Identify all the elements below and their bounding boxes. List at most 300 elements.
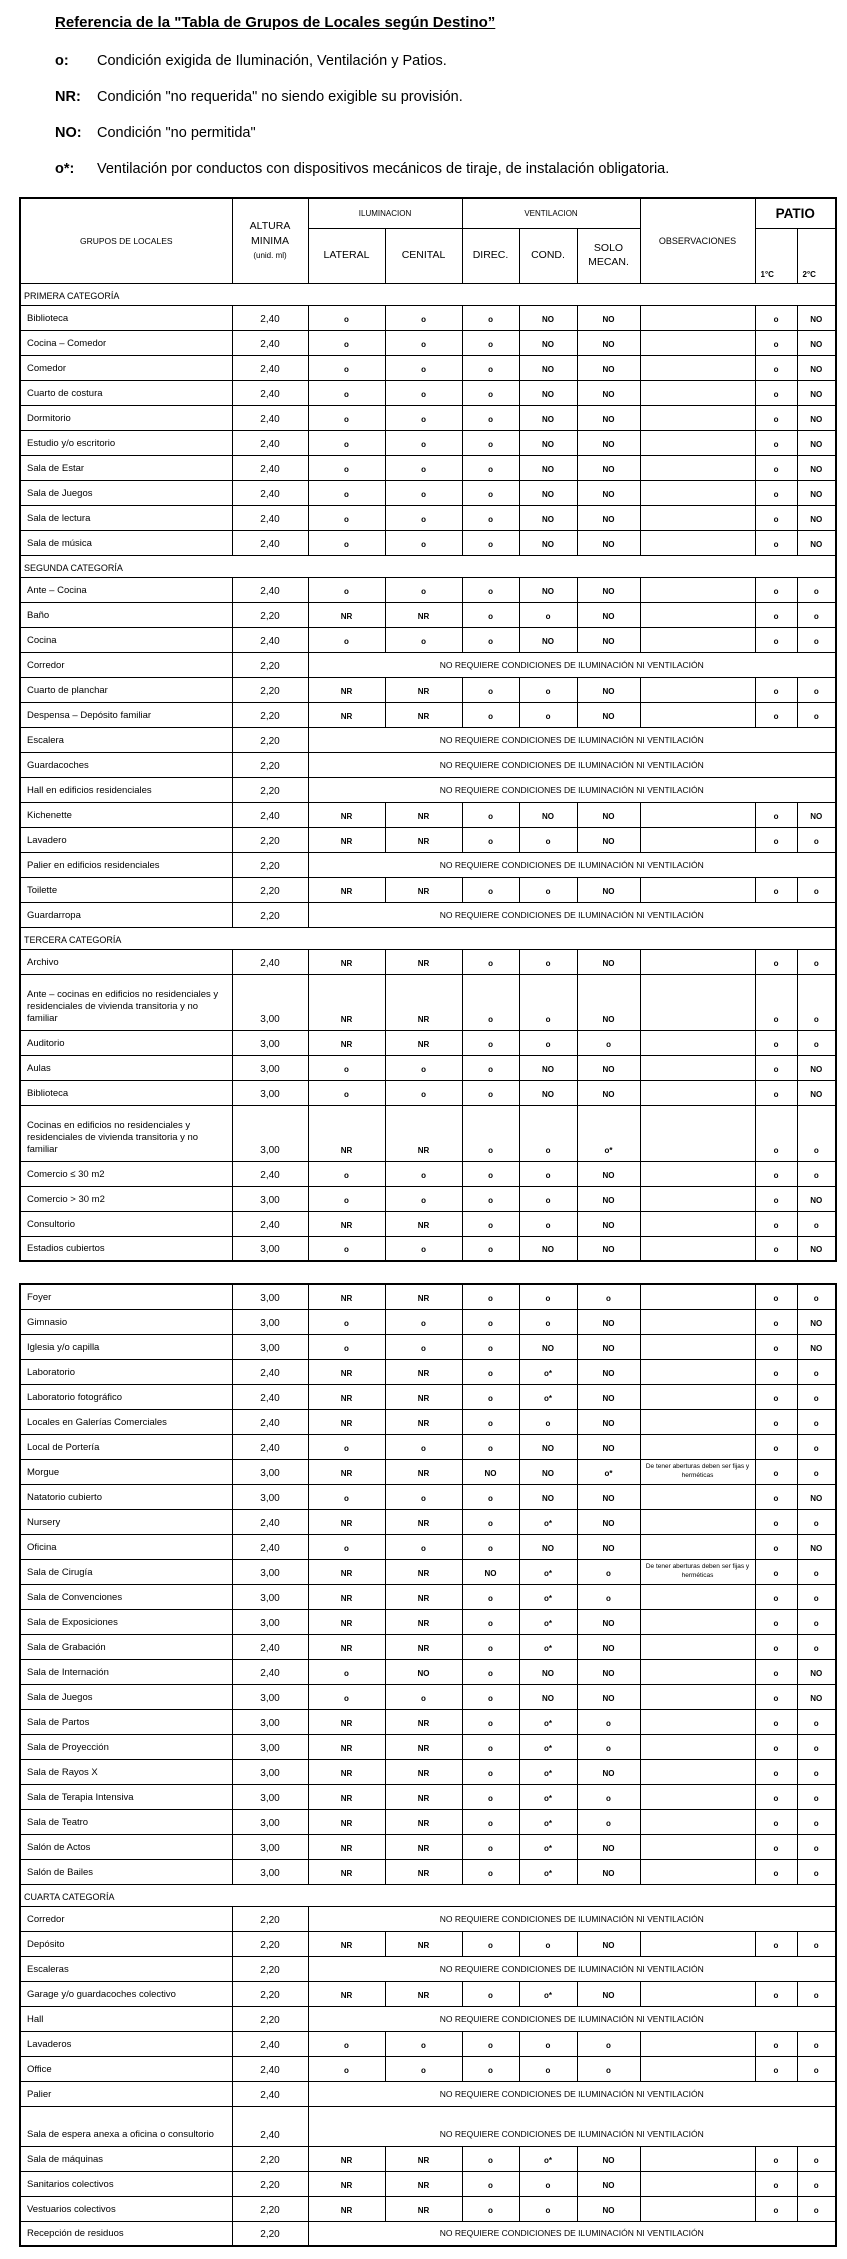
- local-name: Sala de Exposiciones: [20, 1609, 232, 1634]
- cond-cell: NO: [519, 405, 577, 430]
- table-header: [20, 198, 836, 283]
- local-name: Hall en edificios residenciales: [20, 777, 232, 802]
- solo-mecan-cell: o: [577, 1734, 640, 1759]
- patio-2c-cell: o: [797, 827, 836, 852]
- local-name: Sala de Terapia Intensiva: [20, 1784, 232, 1809]
- solo-mecan-cell: NO: [577, 1931, 640, 1956]
- patio-1c-cell: o: [755, 2171, 797, 2196]
- observaciones-cell: [640, 2056, 755, 2081]
- table-row: [20, 1956, 836, 1981]
- observaciones-cell: [640, 702, 755, 727]
- local-name: Sala de máquinas: [20, 2146, 232, 2171]
- cenital-cell: NR: [385, 1359, 462, 1384]
- cenital-cell: NR: [385, 1459, 462, 1484]
- patio-2c-cell: o: [797, 602, 836, 627]
- lateral-cell: o: [308, 2031, 385, 2056]
- cond-cell: o*: [519, 1509, 577, 1534]
- patio-1c-cell: o: [755, 627, 797, 652]
- local-name: Sala de Juegos: [20, 1684, 232, 1709]
- cenital-cell: o: [385, 355, 462, 380]
- patio-1c-cell: o: [755, 1509, 797, 1534]
- solo-mecan-cell: NO: [577, 1859, 640, 1884]
- patio-1c-cell: o: [755, 1484, 797, 1509]
- local-name: Cocina – Comedor: [20, 330, 232, 355]
- patio-2c-cell: NO: [797, 1080, 836, 1105]
- table-row: [20, 1384, 836, 1409]
- cenital-cell: NR: [385, 677, 462, 702]
- cond-cell: o: [519, 877, 577, 902]
- patio-1c-cell: o: [755, 1236, 797, 1261]
- patio-1c-cell: o: [755, 602, 797, 627]
- col-header-observaciones: OBSERVACIONES: [640, 198, 755, 283]
- cenital-cell: NR: [385, 1759, 462, 1784]
- cond-cell: NO: [519, 1459, 577, 1484]
- cenital-cell: o: [385, 1334, 462, 1359]
- solo-mecan-cell: NO: [577, 1186, 640, 1211]
- patio-1c-cell: o: [755, 530, 797, 555]
- observaciones-cell: [640, 405, 755, 430]
- solo-mecan-cell: NO: [577, 627, 640, 652]
- lateral-cell: NR: [308, 949, 385, 974]
- table-row: [20, 949, 836, 974]
- altura-minima-value: 2,40: [232, 1509, 308, 1534]
- cenital-cell: NR: [385, 802, 462, 827]
- patio-2c-cell: o: [797, 1759, 836, 1784]
- direc-cell: o: [462, 405, 519, 430]
- table-row: [20, 877, 836, 902]
- observaciones-cell: [640, 974, 755, 1030]
- direc-cell: o: [462, 1384, 519, 1409]
- patio-2c-cell: o: [797, 1509, 836, 1534]
- local-name: Comercio > 30 m2: [20, 1186, 232, 1211]
- local-name: Hall: [20, 2006, 232, 2031]
- local-name: Lavadero: [20, 827, 232, 852]
- observaciones-cell: [640, 305, 755, 330]
- patio-2c-cell: o: [797, 1434, 836, 1459]
- altura-minima-value: 2,40: [232, 430, 308, 455]
- cond-cell: NO: [519, 480, 577, 505]
- patio-2c-cell: o: [797, 1609, 836, 1634]
- cond-cell: o: [519, 2196, 577, 2221]
- table-row: [20, 1484, 836, 1509]
- direc-cell: o: [462, 1309, 519, 1334]
- cond-cell: o: [519, 2056, 577, 2081]
- cond-cell: o*: [519, 1784, 577, 1809]
- lateral-cell: NR: [308, 702, 385, 727]
- altura-minima-value: 2,20: [232, 602, 308, 627]
- cenital-cell: NR: [385, 1809, 462, 1834]
- solo-mecan-cell: NO: [577, 355, 640, 380]
- patio-1c-cell: o: [755, 1809, 797, 1834]
- observaciones-cell: [640, 1080, 755, 1105]
- table-row: [20, 777, 836, 802]
- direc-cell: o: [462, 1809, 519, 1834]
- local-name: Sala de Proyección: [20, 1734, 232, 1759]
- solo-mecan-cell: NO: [577, 1055, 640, 1080]
- local-name: Palier en edificios residenciales: [20, 852, 232, 877]
- solo-mecan-cell: NO: [577, 1659, 640, 1684]
- legend-item-o: [55, 53, 847, 69]
- patio-2c-cell: NO: [797, 1309, 836, 1334]
- local-name: Gimnasio: [20, 1309, 232, 1334]
- cenital-cell: o: [385, 1484, 462, 1509]
- altura-minima-value: 2,20: [232, 727, 308, 752]
- local-name: Biblioteca: [20, 1080, 232, 1105]
- cond-cell: o: [519, 1284, 577, 1309]
- lateral-cell: NR: [308, 1634, 385, 1659]
- observaciones-cell: [640, 1284, 755, 1309]
- cond-cell: NO: [519, 380, 577, 405]
- patio-2c-cell: o: [797, 1584, 836, 1609]
- altura-minima-value: 2,40: [232, 949, 308, 974]
- lateral-cell: o: [308, 305, 385, 330]
- direc-cell: o: [462, 1211, 519, 1236]
- cenital-cell: NR: [385, 1384, 462, 1409]
- altura-minima-value: 3,00: [232, 974, 308, 1030]
- altura-minima-value: 2,40: [232, 577, 308, 602]
- altura-minima-value: 3,00: [232, 1484, 308, 1509]
- lateral-cell: o: [308, 1055, 385, 1080]
- table-row: [20, 727, 836, 752]
- altura-minima-value: 2,20: [232, 2196, 308, 2221]
- local-name: Natatorio cubierto: [20, 1484, 232, 1509]
- lateral-cell: NR: [308, 1734, 385, 1759]
- cenital-cell: o: [385, 2031, 462, 2056]
- altura-minima-value: 2,40: [232, 1659, 308, 1684]
- table-row: [20, 2006, 836, 2031]
- observaciones-cell: [640, 1534, 755, 1559]
- table-row: [20, 2196, 836, 2221]
- table-row: [20, 1734, 836, 1759]
- patio-1c-cell: o: [755, 1055, 797, 1080]
- lateral-cell: o: [308, 1334, 385, 1359]
- patio-2c-cell: o: [797, 1384, 836, 1409]
- cond-cell: NO: [519, 1236, 577, 1261]
- patio-1c-cell: o: [755, 1186, 797, 1211]
- patio-2c-cell: o: [797, 1931, 836, 1956]
- direc-cell: o: [462, 2031, 519, 2056]
- no-requiere-cell: NO REQUIERE CONDICIONES DE ILUMINACIÓN NI VENTILACIÓN: [308, 1956, 836, 1981]
- table-row: [20, 1105, 836, 1161]
- patio-1c-cell: o: [755, 2056, 797, 2081]
- altura-minima-value: 2,20: [232, 902, 308, 927]
- patio-2c-cell: o: [797, 1809, 836, 1834]
- local-name: Ante – cocinas en edificios no residenciales y residenciales de vivienda transitoria y no familiar: [20, 974, 232, 1030]
- direc-cell: o: [462, 1759, 519, 1784]
- observaciones-cell: [640, 1509, 755, 1534]
- cenital-cell: o: [385, 577, 462, 602]
- lateral-cell: NR: [308, 1981, 385, 2006]
- col-header-cond: COND.: [519, 228, 577, 283]
- lateral-cell: o: [308, 1684, 385, 1709]
- solo-mecan-cell: NO: [577, 1409, 640, 1434]
- table-row: [20, 1359, 836, 1384]
- locales-table-block-1: [19, 197, 837, 1262]
- solo-mecan-cell: NO: [577, 305, 640, 330]
- cond-cell: o*: [519, 1359, 577, 1384]
- altura-minima-value: 2,40: [232, 802, 308, 827]
- patio-2c-cell: o: [797, 2146, 836, 2171]
- solo-mecan-cell: o: [577, 1559, 640, 1584]
- patio-2c-cell: NO: [797, 305, 836, 330]
- patio-1c-cell: o: [755, 877, 797, 902]
- cenital-cell: NR: [385, 2171, 462, 2196]
- observaciones-cell: [640, 1186, 755, 1211]
- cond-cell: o: [519, 2171, 577, 2196]
- cond-cell: o*: [519, 1609, 577, 1634]
- altura-minima-value: 2,40: [232, 380, 308, 405]
- direc-cell: o: [462, 1659, 519, 1684]
- lateral-cell: o: [308, 330, 385, 355]
- patio-1c-cell: o: [755, 1709, 797, 1734]
- observaciones-cell: [640, 1359, 755, 1384]
- altura-minima-value: 3,00: [232, 1609, 308, 1634]
- local-name: Recepción de residuos: [20, 2221, 232, 2246]
- cond-cell: o: [519, 702, 577, 727]
- patio-1c-cell: o: [755, 1734, 797, 1759]
- cenital-cell: NR: [385, 1709, 462, 1734]
- table-row: [20, 752, 836, 777]
- legend-item-o-star: [55, 161, 847, 177]
- cond-cell: NO: [519, 1659, 577, 1684]
- cenital-cell: o: [385, 530, 462, 555]
- patio-2c-cell: NO: [797, 1055, 836, 1080]
- cenital-cell: NR: [385, 1559, 462, 1584]
- altura-minima-value: 3,00: [232, 1784, 308, 1809]
- cenital-cell: o: [385, 380, 462, 405]
- local-name: Corredor: [20, 1906, 232, 1931]
- cond-cell: o: [519, 1186, 577, 1211]
- cond-cell: o: [519, 677, 577, 702]
- table-row: [20, 677, 836, 702]
- solo-mecan-cell: o: [577, 2056, 640, 2081]
- observaciones-cell: De tener aberturas deben ser fijas y herméticas: [640, 1559, 755, 1584]
- lateral-cell: NR: [308, 1105, 385, 1161]
- direc-cell: o: [462, 1509, 519, 1534]
- cenital-cell: NR: [385, 1784, 462, 1809]
- cond-cell: o: [519, 602, 577, 627]
- local-name: Comercio ≤ 30 m2: [20, 1161, 232, 1186]
- local-name: Escalera: [20, 727, 232, 752]
- observaciones-cell: [640, 480, 755, 505]
- local-name: Estudio y/o escritorio: [20, 430, 232, 455]
- solo-mecan-cell: o*: [577, 1459, 640, 1484]
- lateral-cell: NR: [308, 1784, 385, 1809]
- cond-cell: o: [519, 1211, 577, 1236]
- direc-cell: o: [462, 1409, 519, 1434]
- direc-cell: o: [462, 1931, 519, 1956]
- direc-cell: o: [462, 627, 519, 652]
- patio-2c-cell: o: [797, 1284, 836, 1309]
- lateral-cell: NR: [308, 1859, 385, 1884]
- altura-minima-value: 3,00: [232, 1709, 308, 1734]
- table-row: [20, 380, 836, 405]
- local-name: Cocina: [20, 627, 232, 652]
- direc-cell: o: [462, 330, 519, 355]
- patio-2c-cell: o: [797, 702, 836, 727]
- direc-cell: o: [462, 827, 519, 852]
- patio-1c-cell: o: [755, 1284, 797, 1309]
- table-row: [20, 1759, 836, 1784]
- altura-minima-value: 2,40: [232, 330, 308, 355]
- patio-2c-cell: NO: [797, 1484, 836, 1509]
- category-row: [20, 283, 836, 305]
- local-name: Sala de Estar: [20, 455, 232, 480]
- observaciones-cell: [640, 627, 755, 652]
- altura-minima-value: 2,40: [232, 405, 308, 430]
- patio-1c-cell: o: [755, 1161, 797, 1186]
- patio-2c-cell: o: [797, 1981, 836, 2006]
- direc-cell: o: [462, 1734, 519, 1759]
- patio-2c-cell: o: [797, 2031, 836, 2056]
- patio-1c-cell: o: [755, 1931, 797, 1956]
- altura-minima-value: 2,40: [232, 530, 308, 555]
- local-name: Sala de Rayos X: [20, 1759, 232, 1784]
- patio-2c-cell: o: [797, 1459, 836, 1484]
- no-requiere-cell: NO REQUIERE CONDICIONES DE ILUMINACIÓN NI VENTILACIÓN: [308, 652, 836, 677]
- altura-line1: ALTURA: [249, 220, 291, 233]
- patio-1c-cell: o: [755, 1030, 797, 1055]
- observaciones-cell: [640, 355, 755, 380]
- lateral-cell: o: [308, 2056, 385, 2081]
- cond-cell: o: [519, 1161, 577, 1186]
- altura-minima-value: 3,00: [232, 1809, 308, 1834]
- patio-2c-cell: NO: [797, 1534, 836, 1559]
- table-row: [20, 1030, 836, 1055]
- cond-cell: NO: [519, 355, 577, 380]
- direc-cell: o: [462, 1055, 519, 1080]
- observaciones-cell: [640, 1334, 755, 1359]
- patio-2c-cell: NO: [797, 480, 836, 505]
- table-row: [20, 1284, 836, 1309]
- patio-2c-cell: o: [797, 1709, 836, 1734]
- table-row: [20, 1534, 836, 1559]
- table-row: [20, 1559, 836, 1584]
- table-row: [20, 1309, 836, 1334]
- direc-cell: o: [462, 480, 519, 505]
- patio-1c-cell: o: [755, 1459, 797, 1484]
- col-group-iluminacion: ILUMINACION: [308, 198, 462, 228]
- altura-minima-value: 3,00: [232, 1105, 308, 1161]
- lateral-cell: o: [308, 1534, 385, 1559]
- solo-mecan-cell: NO: [577, 1981, 640, 2006]
- observaciones-cell: [640, 1484, 755, 1509]
- patio-1c-cell: o: [755, 949, 797, 974]
- observaciones-cell: [640, 1384, 755, 1409]
- altura-minima-value: 3,00: [232, 1859, 308, 1884]
- cenital-cell: NR: [385, 602, 462, 627]
- cenital-cell: NR: [385, 827, 462, 852]
- local-name: Kichenette: [20, 802, 232, 827]
- table-row: [20, 1809, 836, 1834]
- no-requiere-cell: NO REQUIERE CONDICIONES DE ILUMINACIÓN NI VENTILACIÓN: [308, 752, 836, 777]
- legend-item-no: [55, 125, 847, 141]
- direc-cell: o: [462, 1709, 519, 1734]
- cenital-cell: NR: [385, 1834, 462, 1859]
- altura-minima-value: 2,20: [232, 1931, 308, 1956]
- altura-minima-value: 2,20: [232, 852, 308, 877]
- patio-1c-cell: o: [755, 355, 797, 380]
- cenital-cell: NR: [385, 949, 462, 974]
- patio-1c-cell: o: [755, 1559, 797, 1584]
- altura-minima-value: 3,00: [232, 1284, 308, 1309]
- cenital-cell: NR: [385, 877, 462, 902]
- solo-mecan-cell: NO: [577, 1384, 640, 1409]
- cenital-cell: NR: [385, 1030, 462, 1055]
- local-name: Laboratorio: [20, 1359, 232, 1384]
- cond-cell: o*: [519, 1634, 577, 1659]
- legend-key: o*:: [55, 161, 75, 177]
- cond-cell: NO: [519, 430, 577, 455]
- solo-mecan-cell: NO: [577, 1484, 640, 1509]
- lateral-cell: NR: [308, 1809, 385, 1834]
- lateral-cell: NR: [308, 1609, 385, 1634]
- direc-cell: o: [462, 1105, 519, 1161]
- lateral-cell: o: [308, 1484, 385, 1509]
- table-row: [20, 1906, 836, 1931]
- altura-minima-value: 2,40: [232, 1409, 308, 1434]
- local-name: Sala de Partos: [20, 1709, 232, 1734]
- category-label: SEGUNDA CATEGORÍA: [20, 555, 836, 577]
- no-requiere-cell: NO REQUIERE CONDICIONES DE ILUMINACIÓN NI VENTILACIÓN: [308, 777, 836, 802]
- col-group-ventilacion: VENTILACION: [462, 198, 640, 228]
- cenital-cell: o: [385, 1309, 462, 1334]
- category-row: [20, 555, 836, 577]
- altura-minima-value: 3,00: [232, 1334, 308, 1359]
- cenital-cell: NR: [385, 1981, 462, 2006]
- table-row: [20, 2081, 836, 2106]
- cond-cell: o*: [519, 2146, 577, 2171]
- solo-mecan-cell: NO: [577, 330, 640, 355]
- solo-mecan-cell: NO: [577, 1161, 640, 1186]
- cond-cell: o*: [519, 1981, 577, 2006]
- local-name: Consultorio: [20, 1211, 232, 1236]
- local-name: Laboratorio fotográfico: [20, 1384, 232, 1409]
- solo-mecan-cell: NO: [577, 577, 640, 602]
- observaciones-cell: [640, 1609, 755, 1634]
- cond-cell: NO: [519, 455, 577, 480]
- observaciones-cell: [640, 1309, 755, 1334]
- patio-1c-cell: o: [755, 1584, 797, 1609]
- altura-minima-value: 2,40: [232, 1434, 308, 1459]
- solo-mecan-cell: NO: [577, 1309, 640, 1334]
- table-row: [20, 430, 836, 455]
- observaciones-cell: [640, 827, 755, 852]
- local-name: Iglesia y/o capilla: [20, 1334, 232, 1359]
- observaciones-cell: [640, 2196, 755, 2221]
- altura-minima-value: 2,40: [232, 355, 308, 380]
- direc-cell: o: [462, 530, 519, 555]
- lateral-cell: o: [308, 1161, 385, 1186]
- patio-1c-cell: o: [755, 1534, 797, 1559]
- table-row: [20, 702, 836, 727]
- legend-text: Condición "no permitida": [97, 125, 256, 141]
- altura-minima-value: 3,00: [232, 1080, 308, 1105]
- no-requiere-cell: NO REQUIERE CONDICIONES DE ILUMINACIÓN NI VENTILACIÓN: [308, 1906, 836, 1931]
- direc-cell: o: [462, 974, 519, 1030]
- cenital-cell: o: [385, 1186, 462, 1211]
- direc-cell: o: [462, 2171, 519, 2196]
- direc-cell: o: [462, 602, 519, 627]
- cond-cell: o: [519, 1105, 577, 1161]
- solo-mecan-cell: NO: [577, 430, 640, 455]
- cond-cell: NO: [519, 330, 577, 355]
- direc-cell: o: [462, 430, 519, 455]
- local-name: Biblioteca: [20, 305, 232, 330]
- lateral-cell: NR: [308, 1759, 385, 1784]
- cenital-cell: NR: [385, 2146, 462, 2171]
- local-name: Sala de lectura: [20, 505, 232, 530]
